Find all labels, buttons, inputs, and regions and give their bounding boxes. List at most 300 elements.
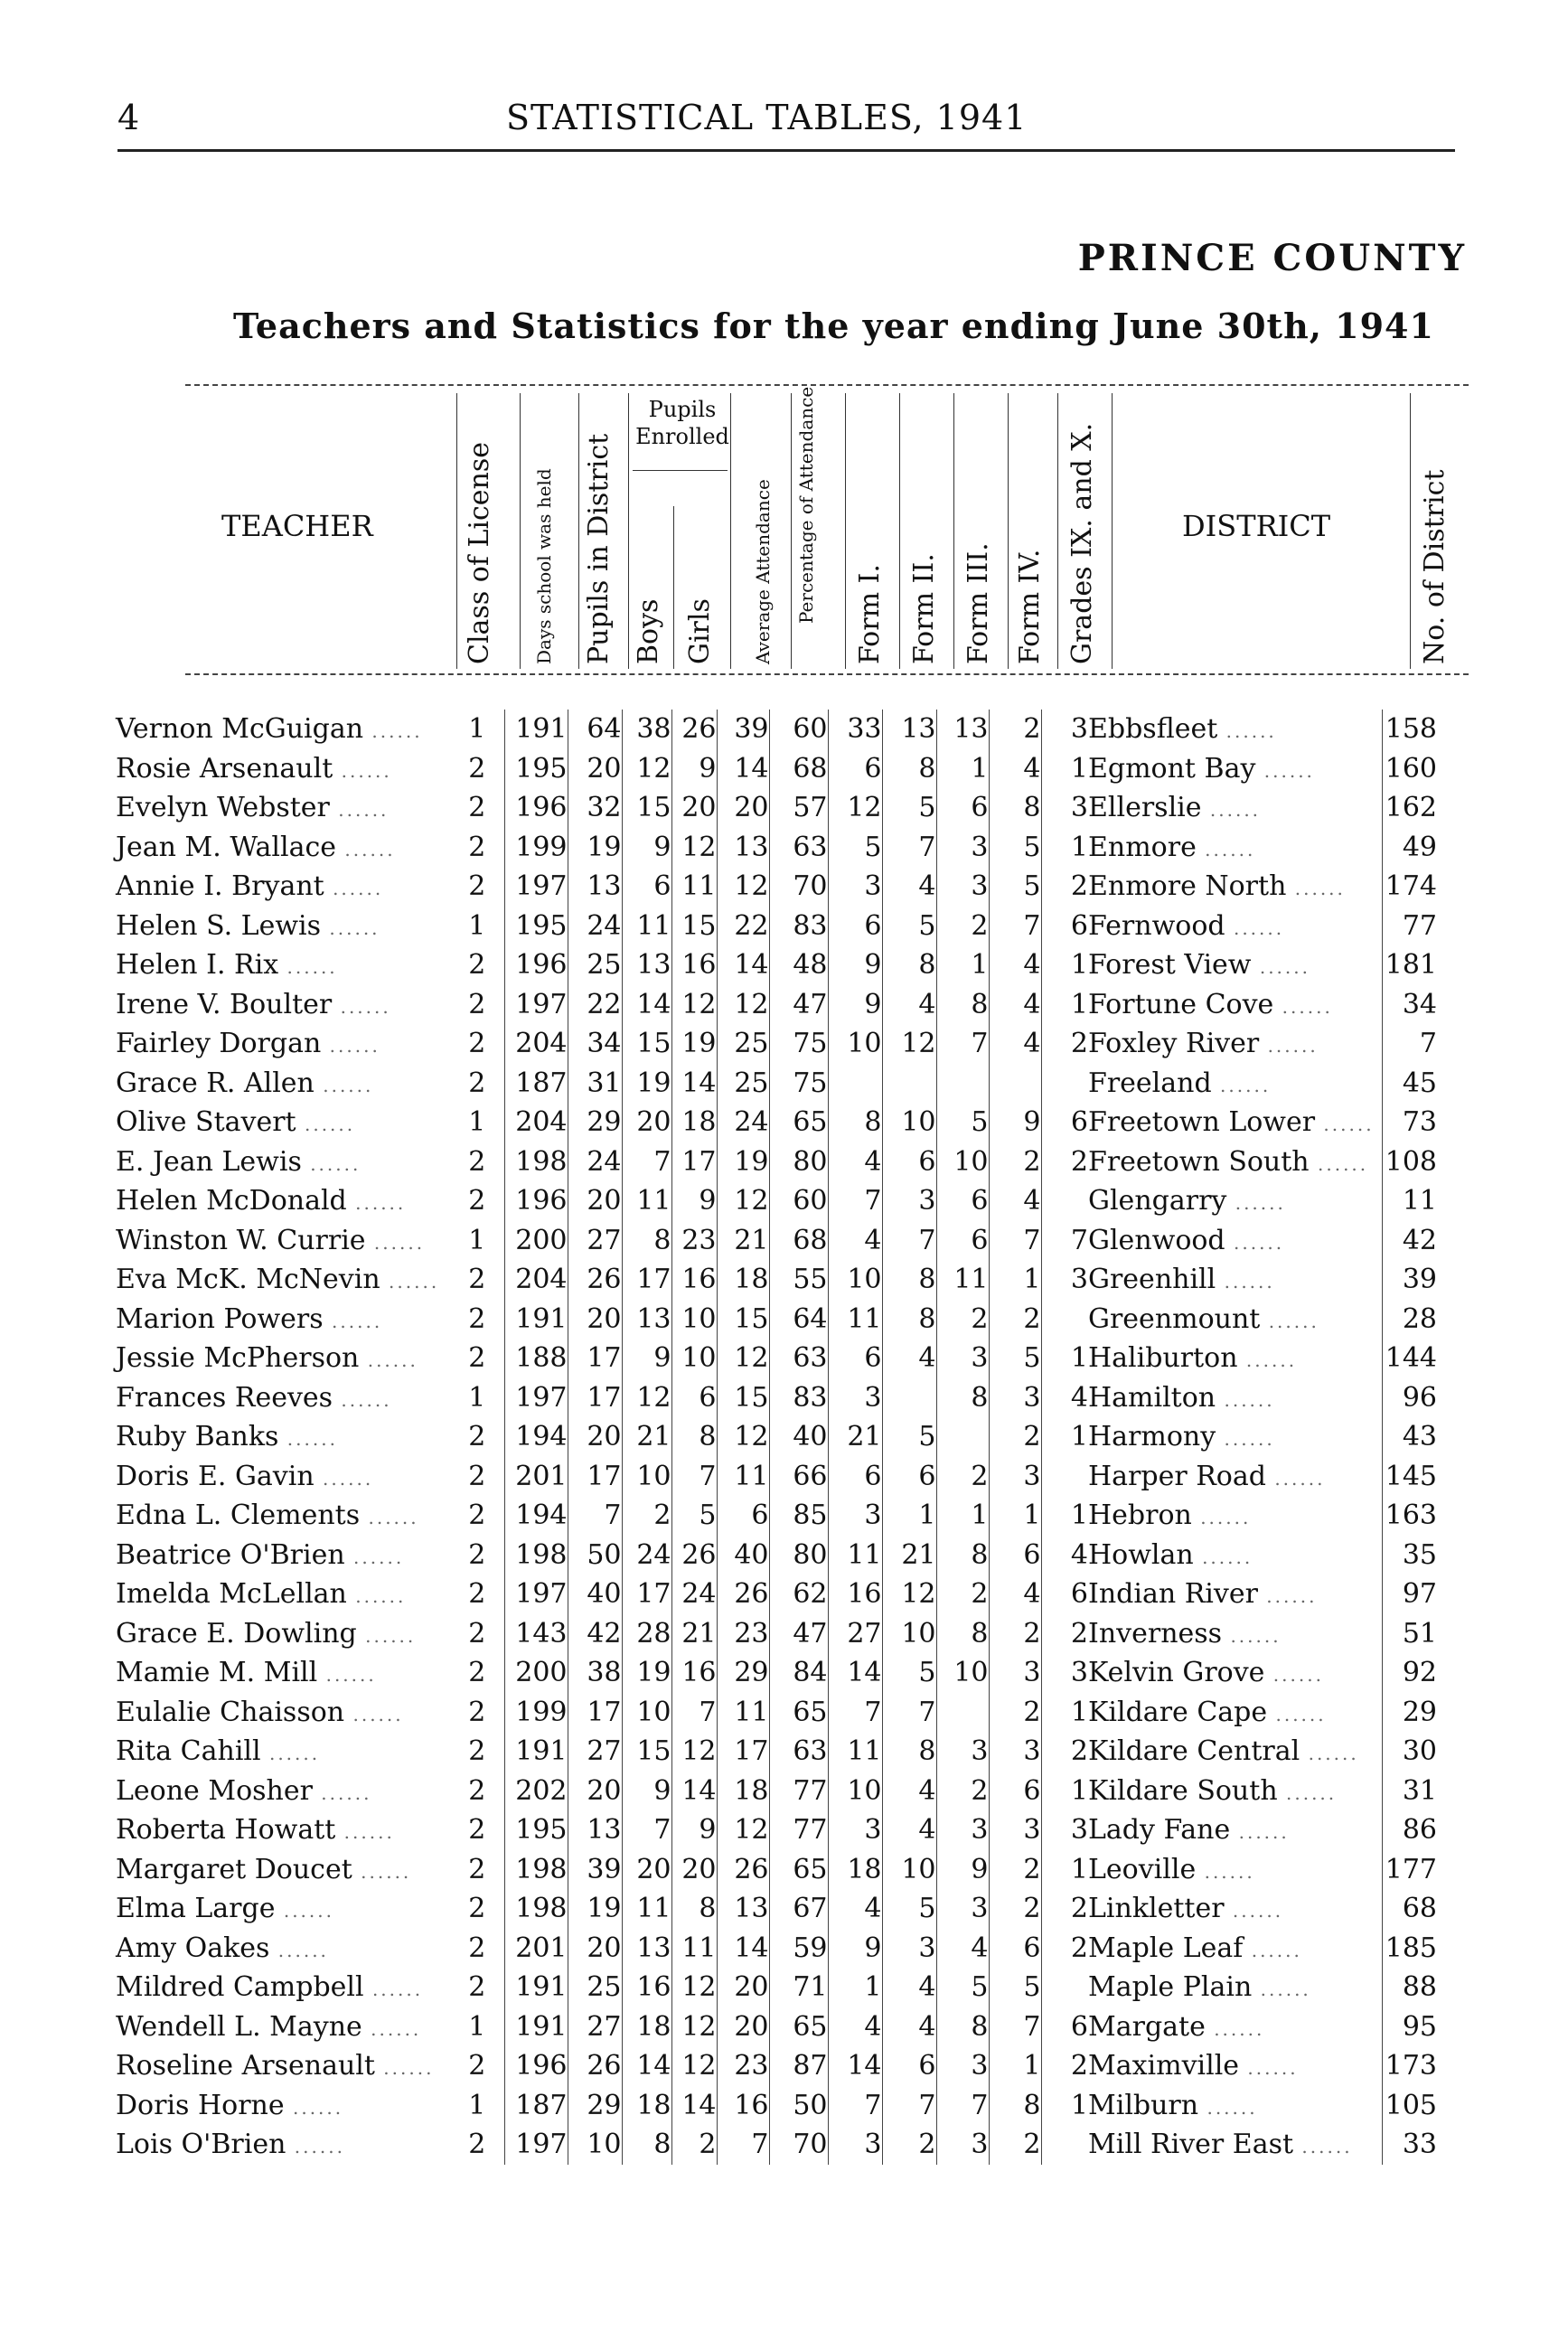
teacher-name-cell <box>116 828 450 868</box>
leader-dots: ...... <box>356 1624 417 1647</box>
leader-dots: ...... <box>1225 1231 1285 1254</box>
boys-cell: 8 <box>622 2125 671 2165</box>
leader-dots: ...... <box>1286 878 1346 900</box>
district-number-cell: 28 <box>1402 1302 1437 1335</box>
class-of-license-cell: 2 <box>450 1810 504 1850</box>
average-attendance-cell: 26 <box>717 1850 769 1890</box>
form4-cell: 2 <box>989 1614 1041 1654</box>
girls-cell: 12 <box>671 828 717 868</box>
district-name: Mill River East <box>1088 2129 1294 2161</box>
average-attendance-cell: 6 <box>717 1496 769 1536</box>
form3-cell: 6 <box>936 788 989 828</box>
form3-cell: 3 <box>936 867 989 907</box>
average-attendance-cell: 14 <box>717 945 769 985</box>
average-attendance-cell: 12 <box>717 867 769 907</box>
table-row <box>116 1103 1437 1142</box>
leader-dots: ...... <box>336 838 396 860</box>
girls-cell: 17 <box>671 1142 717 1182</box>
pupils-enrolled-header: Pupils Enrolled <box>635 397 729 449</box>
pupils-in-district-cell: 50 <box>568 1536 622 1575</box>
district-name: Maple Leaf <box>1088 1932 1244 1964</box>
form2-cell: 5 <box>882 907 936 946</box>
district-number-cell: 95 <box>1402 2010 1437 2043</box>
pupils-in-district-cell: 24 <box>568 907 622 946</box>
teacher-name: Helen S. Lewis <box>116 909 322 942</box>
district-name-cell <box>1088 710 1383 749</box>
leader-dots: ...... <box>324 878 384 900</box>
header-divider <box>520 393 521 669</box>
district-name: Hebron <box>1088 1499 1192 1532</box>
district-name-cell <box>1088 1850 1383 1890</box>
table-row <box>116 1653 1437 1693</box>
district-number-cell: 96 <box>1402 1381 1437 1414</box>
leader-dots: ...... <box>1196 1860 1255 1883</box>
district-number-cell: 31 <box>1402 1774 1437 1807</box>
average-attendance-cell: 12 <box>717 1339 769 1378</box>
teacher-name: E. Jean Lewis <box>116 1145 302 1178</box>
leader-dots: ...... <box>1259 1035 1319 1058</box>
header-divider <box>673 506 674 669</box>
boys-cell: 14 <box>622 985 671 1025</box>
class-of-license-cell: 2 <box>450 1653 504 1693</box>
form4-cell: 5 <box>989 828 1041 868</box>
teacher-name: Doris E. Gavin <box>116 1460 315 1492</box>
header-divider <box>1057 393 1058 669</box>
days-held-cell: 191 <box>504 1968 568 2007</box>
leader-dots: ...... <box>363 720 423 743</box>
leader-dots: ...... <box>1277 1781 1338 1804</box>
girls-cell: 14 <box>671 1772 717 1811</box>
average-attendance-cell: 39 <box>717 710 769 749</box>
form3-cell: 5 <box>936 1968 989 2007</box>
percentage-attendance-header: Percentage of Attendance <box>795 386 817 624</box>
average-attendance-cell: 23 <box>717 1614 769 1654</box>
boys-cell: 15 <box>622 788 671 828</box>
form4-cell: 5 <box>989 1339 1041 1378</box>
table-row <box>116 1496 1437 1536</box>
table-body <box>116 710 1437 2165</box>
average-attendance-cell: 12 <box>717 985 769 1025</box>
percentage-attendance-cell: 83 <box>769 1378 828 1418</box>
pupils-in-district-cell: 26 <box>568 1260 622 1300</box>
form1-cell: 3 <box>828 1496 882 1536</box>
form3-cell: 2 <box>936 1574 989 1614</box>
teacher-name: Irene V. Boulter <box>116 988 333 1020</box>
leader-dots: ...... <box>1315 1114 1375 1136</box>
table-row <box>116 1260 1437 1300</box>
leader-dots: ...... <box>1217 720 1277 743</box>
class-of-license-cell: 2 <box>450 788 504 828</box>
average-attendance-cell: 12 <box>717 1417 769 1457</box>
form1-cell: 33 <box>828 710 882 749</box>
district-name-cell <box>1088 1614 1383 1654</box>
district-name: Indian River <box>1088 1578 1258 1611</box>
grades-ix-x-cell: 1 <box>1070 949 1088 982</box>
district-name: Harmony <box>1088 1421 1216 1453</box>
grades-ix-x-cell: 3 <box>1070 1264 1088 1296</box>
grades-ix-x-cell: 6 <box>1070 1578 1088 1611</box>
form1-cell: 27 <box>828 1614 882 1654</box>
teacher-name-cell <box>116 1496 450 1536</box>
district-number-cell: 177 <box>1385 1853 1437 1885</box>
district-name-cell <box>1088 1181 1383 1221</box>
district-number-cell: 162 <box>1385 792 1437 824</box>
average-attendance-cell: 22 <box>717 907 769 946</box>
days-held-cell: 197 <box>504 1574 568 1614</box>
form3-cell: 3 <box>936 1889 989 1929</box>
grades-ix-x-cell: 3 <box>1070 713 1088 746</box>
form1-cell: 9 <box>828 945 882 985</box>
grades-ix-x-cell: 4 <box>1070 1538 1088 1571</box>
boys-cell: 9 <box>622 1339 671 1378</box>
boys-cell: 17 <box>622 1574 671 1614</box>
teacher-name-cell <box>116 2125 450 2165</box>
pupils-in-district-cell: 20 <box>568 1772 622 1811</box>
form2-cell: 6 <box>882 1457 936 1497</box>
table-subtitle: Teachers and Statistics for the year ending June 30th, 1941 <box>233 306 1434 346</box>
girls-cell: 10 <box>671 1339 717 1378</box>
table-row <box>116 1142 1437 1182</box>
grades-ix-x-cell: 6 <box>1070 2010 1088 2043</box>
form4-cell <box>989 1064 1041 1104</box>
girls-cell: 26 <box>671 1536 717 1575</box>
average-attendance-cell: 26 <box>717 1574 769 1614</box>
leader-dots: ...... <box>346 1192 407 1215</box>
leader-dots: ...... <box>1225 916 1285 939</box>
district-name-cell <box>1088 1260 1383 1300</box>
county-heading: PRINCE COUNTY <box>1077 237 1467 279</box>
percentage-attendance-cell: 75 <box>769 1024 828 1064</box>
form3-cell: 5 <box>936 1103 989 1142</box>
leader-dots: ...... <box>363 1979 424 2001</box>
girls-cell: 23 <box>671 1221 717 1261</box>
girls-cell: 14 <box>671 2086 717 2126</box>
pupils-in-district-header: Pupils in District <box>583 433 615 664</box>
average-attendance-cell: 18 <box>717 1260 769 1300</box>
leader-dots: ...... <box>1293 2136 1353 2158</box>
form3-cell: 1 <box>936 1496 989 1536</box>
leader-dots: ...... <box>1224 1900 1284 1922</box>
form3-cell: 2 <box>936 1772 989 1811</box>
pupils-in-district-cell: 19 <box>568 1889 622 1929</box>
table-row <box>116 1064 1437 1104</box>
district-name-cell <box>1088 1142 1383 1182</box>
leader-dots: ...... <box>1300 1743 1359 1765</box>
district-name-cell <box>1088 985 1383 1025</box>
percentage-attendance-cell: 64 <box>769 1300 828 1340</box>
percentage-attendance-cell: 60 <box>769 710 828 749</box>
leader-dots: ...... <box>1216 1271 1275 1293</box>
class-of-license-cell: 2 <box>450 1496 504 1536</box>
form3-cell: 9 <box>936 1850 989 1890</box>
district-name-cell <box>1088 1574 1383 1614</box>
form3-cell: 11 <box>936 1260 989 1300</box>
form3-cell: 10 <box>936 1653 989 1693</box>
teacher-name: Rosie Arsenault <box>116 752 333 785</box>
form1-cell: 3 <box>828 1810 882 1850</box>
form3-cell: 2 <box>936 1300 989 1340</box>
leader-dots: ...... <box>1260 1310 1319 1332</box>
teacher-name-cell <box>116 945 450 985</box>
girls-cell: 16 <box>671 1260 717 1300</box>
district-number-cell: 108 <box>1385 1145 1437 1178</box>
form1-cell: 3 <box>828 2125 882 2165</box>
form2-cell: 7 <box>882 2086 936 2126</box>
pupils-in-district-cell: 64 <box>568 710 622 749</box>
district-name-cell <box>1088 2125 1383 2165</box>
form3-cell: 6 <box>936 1181 989 1221</box>
leader-dots: ...... <box>380 1271 440 1293</box>
pupils-in-district-cell: 13 <box>568 867 622 907</box>
boys-cell: 6 <box>622 867 671 907</box>
district-name: Glenwood <box>1088 1224 1225 1256</box>
percentage-attendance-cell: 68 <box>769 1221 828 1261</box>
teacher-name-cell <box>116 1772 450 1811</box>
pupils-in-district-cell: 32 <box>568 788 622 828</box>
grades-ix-x-cell: 2 <box>1070 1735 1088 1768</box>
district-name: Freetown South <box>1088 1145 1310 1178</box>
form2-cell: 4 <box>882 2007 936 2047</box>
grades-ix-x-cell <box>1041 1064 1088 1104</box>
days-held-cell: 196 <box>504 1181 568 1221</box>
form4-cell: 4 <box>989 749 1041 789</box>
form1-cell: 11 <box>828 1536 882 1575</box>
header-divider <box>628 393 629 669</box>
form2-cell: 2 <box>882 2125 936 2165</box>
average-attendance-cell: 18 <box>717 1772 769 1811</box>
district-name: Linkletter <box>1088 1893 1225 1925</box>
boys-cell: 13 <box>622 945 671 985</box>
form2-cell: 7 <box>882 828 936 868</box>
leader-dots: ...... <box>344 1703 404 1725</box>
class-of-license-cell: 2 <box>450 1339 504 1378</box>
teacher-name: Leone Mosher <box>116 1774 313 1807</box>
girls-cell: 12 <box>671 1732 717 1772</box>
leader-dots: ...... <box>361 2017 422 2040</box>
form4-header: Form IV. <box>1014 549 1046 664</box>
class-of-license-cell: 2 <box>450 828 504 868</box>
form2-cell: 6 <box>882 2046 936 2086</box>
form4-cell: 2 <box>989 1850 1041 1890</box>
form3-cell: 8 <box>936 1614 989 1654</box>
leader-dots: ...... <box>1230 1821 1290 1844</box>
leader-dots: ...... <box>314 1074 374 1096</box>
pupils-in-district-cell: 34 <box>568 1024 622 1064</box>
form2-cell: 4 <box>882 1772 936 1811</box>
days-held-cell: 196 <box>504 945 568 985</box>
form4-cell: 1 <box>989 1260 1041 1300</box>
form4-cell: 7 <box>989 2007 1041 2047</box>
district-name: Fortune Cove <box>1088 988 1274 1020</box>
form4-cell: 8 <box>989 2086 1041 2126</box>
form2-cell: 5 <box>882 1889 936 1929</box>
table-row <box>116 1929 1437 1969</box>
form2-cell: 7 <box>882 1221 936 1261</box>
form4-cell: 6 <box>989 1772 1041 1811</box>
form3-cell: 2 <box>936 1457 989 1497</box>
leader-dots: ...... <box>1257 1585 1318 1608</box>
class-of-license-cell: 2 <box>450 945 504 985</box>
girls-cell: 10 <box>671 1300 717 1340</box>
average-attendance-cell: 17 <box>717 1732 769 1772</box>
form4-cell: 4 <box>989 1574 1041 1614</box>
leader-dots: ...... <box>314 1467 374 1490</box>
teacher-name: Amy Oakes <box>116 1932 270 1964</box>
district-number-cell: 105 <box>1385 2089 1437 2121</box>
days-held-cell: 196 <box>504 2046 568 2086</box>
district-name-cell <box>1088 1300 1383 1340</box>
table-row <box>116 1574 1437 1614</box>
form1-cell: 4 <box>828 1221 882 1261</box>
form2-cell: 13 <box>882 710 936 749</box>
class-of-license-cell: 2 <box>450 1300 504 1340</box>
class-of-license-cell: 2 <box>450 2125 504 2165</box>
percentage-attendance-cell: 83 <box>769 907 828 946</box>
form4-cell: 7 <box>989 1221 1041 1261</box>
pupils-in-district-cell: 31 <box>568 1064 622 1104</box>
form1-cell: 10 <box>828 1024 882 1064</box>
days-held-cell: 195 <box>504 749 568 789</box>
grades-ix-x-cell: 1 <box>1070 2089 1088 2121</box>
district-number-cell: 174 <box>1385 870 1437 903</box>
district-name: Enmore <box>1088 831 1197 863</box>
girls-cell: 20 <box>671 788 717 828</box>
district-name-cell <box>1088 1457 1383 1497</box>
teacher-name: Vernon McGuigan <box>116 713 364 746</box>
pupils-in-district-cell: 22 <box>568 985 622 1025</box>
teacher-name: Helen I. Rix <box>116 949 279 982</box>
form2-cell: 7 <box>882 1693 936 1733</box>
days-held-cell: 187 <box>504 1064 568 1104</box>
form4-cell: 2 <box>989 2125 1041 2165</box>
boys-cell: 20 <box>622 1850 671 1890</box>
grades-ix-x-cell: 1 <box>1070 1696 1088 1728</box>
average-attendance-cell: 20 <box>717 788 769 828</box>
header-divider <box>845 393 846 669</box>
form1-cell: 5 <box>828 828 882 868</box>
pupils-in-district-cell: 17 <box>568 1693 622 1733</box>
form3-cell: 1 <box>936 749 989 789</box>
district-name: Freeland <box>1088 1067 1212 1099</box>
days-held-cell: 195 <box>504 1810 568 1850</box>
average-attendance-cell: 16 <box>717 2086 769 2126</box>
percentage-attendance-cell: 65 <box>769 1103 828 1142</box>
district-name-cell <box>1088 1732 1383 1772</box>
average-attendance-cell: 15 <box>717 1378 769 1418</box>
class-of-license-cell: 2 <box>450 1064 504 1104</box>
form3-cell <box>936 1064 989 1104</box>
district-number-cell: 51 <box>1402 1617 1437 1650</box>
pupils-in-district-cell: 7 <box>568 1496 622 1536</box>
boys-cell: 10 <box>622 1457 671 1497</box>
top-dashed-rule <box>185 384 1469 386</box>
teacher-name: Fairley Dorgan <box>116 1028 322 1060</box>
leader-dots: ...... <box>1211 1074 1272 1096</box>
class-of-license-cell: 2 <box>450 1929 504 1969</box>
district-name: Egmont Bay <box>1088 752 1256 785</box>
form4-cell: 5 <box>989 1968 1041 2007</box>
form2-cell: 4 <box>882 1968 936 2007</box>
teacher-name-cell <box>116 867 450 907</box>
leader-dots: ...... <box>360 1507 419 1529</box>
district-name: Kelvin Grove <box>1088 1657 1265 1689</box>
percentage-attendance-cell: 50 <box>769 2086 828 2126</box>
form3-header: Form III. <box>962 542 994 664</box>
form1-cell: 9 <box>828 985 882 1025</box>
teacher-name-cell <box>116 2086 450 2126</box>
pupils-in-district-cell: 27 <box>568 1732 622 1772</box>
teacher-name: Roberta Howatt <box>116 1814 336 1847</box>
pupils-in-district-cell: 26 <box>568 2046 622 2086</box>
district-number-cell: 39 <box>1402 1264 1437 1296</box>
table-row <box>116 828 1437 868</box>
form1-header: Form I. <box>854 564 886 664</box>
girls-cell: 19 <box>671 1024 717 1064</box>
header-divider <box>456 393 457 669</box>
days-held-cell: 198 <box>504 1850 568 1890</box>
teacher-name: Lois O'Brien <box>116 2129 286 2161</box>
days-held-cell: 194 <box>504 1417 568 1457</box>
grades-ix-x-cell: 2 <box>1070 2050 1088 2082</box>
form4-cell: 4 <box>989 1181 1041 1221</box>
leader-dots: ...... <box>317 1664 377 1687</box>
district-number-cell: 43 <box>1402 1421 1437 1453</box>
grades-ix-x-cell: 7 <box>1070 1224 1088 1256</box>
form4-cell: 2 <box>989 1417 1041 1457</box>
teacher-statistics-table <box>116 710 1437 2165</box>
district-column-header: DISTRICT <box>1182 509 1331 543</box>
leader-dots: ...... <box>284 2096 344 2119</box>
district-name-cell <box>1088 1378 1383 1418</box>
percentage-attendance-cell: 70 <box>769 2125 828 2165</box>
teacher-column-header: TEACHER <box>221 509 373 543</box>
form1-cell: 21 <box>828 1417 882 1457</box>
class-of-license-cell: 1 <box>450 907 504 946</box>
table-row <box>116 1339 1437 1378</box>
form1-cell: 11 <box>828 1732 882 1772</box>
district-name: Ellerslie <box>1088 792 1202 824</box>
teacher-name-cell <box>116 907 450 946</box>
grades-ix-x-cell: 1 <box>1070 1499 1088 1532</box>
district-number-cell: 11 <box>1402 1185 1437 1217</box>
days-held-cell: 191 <box>504 1300 568 1340</box>
girls-cell: 7 <box>671 1693 717 1733</box>
form2-cell: 4 <box>882 1810 936 1850</box>
district-number-cell: 163 <box>1385 1499 1437 1532</box>
girls-header: Girls <box>684 598 716 664</box>
days-held-cell: 202 <box>504 1772 568 1811</box>
grades-ix-x-cell: 3 <box>1070 792 1088 824</box>
district-name: Kildare Cape <box>1088 1696 1268 1728</box>
percentage-attendance-cell: 63 <box>769 1339 828 1378</box>
form3-cell: 6 <box>936 1221 989 1261</box>
leader-dots: ...... <box>1198 2096 1258 2119</box>
form1-cell: 1 <box>828 1968 882 2007</box>
district-number-cell: 34 <box>1402 988 1437 1020</box>
form4-cell: 6 <box>989 1929 1041 1969</box>
district-name-cell <box>1088 2086 1383 2126</box>
district-name-cell <box>1088 1339 1383 1378</box>
district-name: Greenhill <box>1088 1264 1216 1296</box>
girls-cell: 15 <box>671 907 717 946</box>
leader-dots: ...... <box>1222 1624 1282 1647</box>
form4-cell: 1 <box>989 2046 1041 2086</box>
average-attendance-cell: 11 <box>717 1457 769 1497</box>
form3-cell: 2 <box>936 907 989 946</box>
table-row <box>116 2046 1437 2086</box>
teacher-name: Rita Cahill <box>116 1735 261 1768</box>
boys-cell: 12 <box>622 749 671 789</box>
